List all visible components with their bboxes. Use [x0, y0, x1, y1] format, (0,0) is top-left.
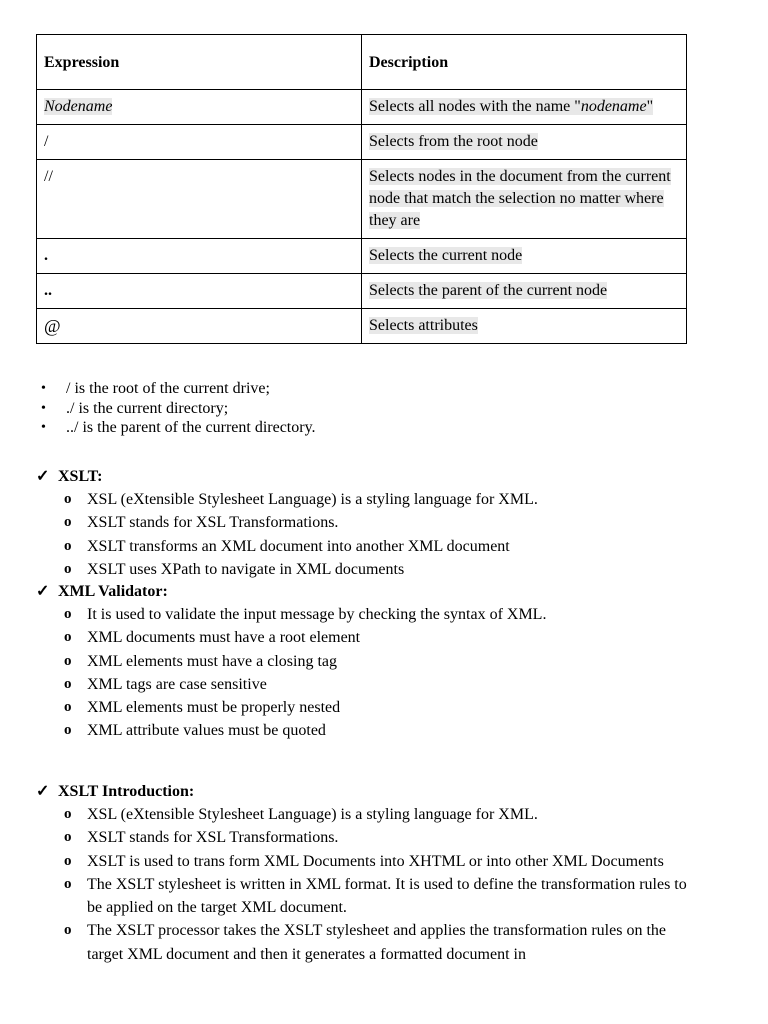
table-header-row [37, 35, 687, 90]
list-item [36, 673, 687, 696]
table-row [37, 274, 687, 309]
item-text: The XSLT stylesheet is written in XML format. It is used to define the transformation rules to be applied on the target XML document. [87, 875, 687, 917]
section-items [36, 488, 736, 581]
item-text: XSLT transforms an XML document into another XML document [87, 537, 510, 555]
section-heading [36, 465, 736, 488]
item-text: XSL (eXtensible Stylesheet Language) is a styling language for XML. [87, 806, 538, 823]
item-text: It is used to validate the input message by checking the syntax of XML. [87, 606, 547, 623]
circle-bullet-icon: o [64, 629, 72, 646]
circle-bullet-icon: o [64, 922, 72, 939]
circle-bullet-icon: o [64, 829, 72, 846]
circle-bullet-icon: o [64, 491, 72, 507]
circle-bullet-icon: o [64, 852, 72, 869]
circle-bullet-icon: o [64, 560, 72, 577]
table-cell-description [362, 90, 687, 125]
section-title: XSLT: [58, 468, 103, 485]
list-item [36, 626, 687, 649]
circle-bullet-icon: o [64, 675, 72, 692]
expression-nodename: Nodename [44, 98, 113, 115]
item-text: XSLT uses XPath to navigate in XML documents [87, 560, 405, 578]
item-text: XSLT is used to trans form XML Documents into XHTML or into other XML Documents [87, 852, 664, 870]
table-cell-description [362, 125, 687, 160]
item-text: XSLT stands for XSL Transformations. [87, 829, 339, 847]
circle-bullet-icon: o [64, 699, 72, 716]
circle-bullet-icon: o [64, 514, 72, 531]
list-item [36, 511, 687, 534]
table-row [37, 160, 687, 239]
section-title: XML Validator: [58, 583, 168, 600]
item-text: XSL (eXtensible Stylesheet Language) is a styling language for XML. [87, 491, 538, 508]
list-item [36, 488, 687, 511]
list-item [36, 603, 687, 626]
table-cell-description [362, 274, 687, 309]
section-xslt-introduction [36, 780, 736, 966]
list-item [36, 803, 687, 826]
item-text: XML elements must have a closing tag [87, 652, 338, 670]
item-text: XML attribute values must be quoted [87, 722, 326, 740]
circle-bullet-icon: o [64, 537, 72, 554]
description-text: Selects nodes in the document from the current node that match the selection no matter where they are [369, 168, 671, 229]
section-xml-validator [36, 580, 736, 743]
list-item: • ./ is the current directory; [36, 399, 316, 419]
checkmark-icon: ✓ [36, 468, 50, 485]
table-cell-expression: / [37, 125, 362, 160]
list-item [36, 719, 687, 742]
table-cell-description [362, 309, 687, 344]
list-item [36, 826, 687, 849]
list-item [36, 696, 687, 719]
desc-text: Selects all nodes with the name " [369, 98, 581, 115]
item-text: XSLT stands for XSL Transformations. [87, 514, 339, 532]
table-row [37, 90, 687, 125]
list-item [36, 850, 687, 873]
section-title: XSLT Introduction: [58, 783, 195, 800]
table-cell-expression: . [37, 239, 362, 274]
list-item [36, 558, 687, 581]
xpath-expression-table [36, 34, 687, 344]
desc-text: " [646, 98, 654, 115]
circle-bullet-icon: o [64, 806, 72, 822]
path-notes-list [36, 379, 316, 438]
description-text: Selects attributes [369, 317, 478, 334]
section-items [36, 603, 736, 743]
header-expression: Expression [37, 35, 362, 90]
checkmark-icon: ✓ [36, 783, 50, 800]
description-nodename [369, 98, 653, 115]
description-text: Selects from the root node [369, 133, 538, 150]
table-cell-expression: // [37, 160, 362, 239]
list-item: • / is the root of the current drive; [36, 379, 316, 399]
section-xslt [36, 465, 736, 581]
table-row [37, 125, 687, 160]
circle-bullet-icon: o [64, 606, 72, 622]
list-item [36, 873, 687, 920]
list-item [36, 535, 687, 558]
list-item [36, 650, 687, 673]
section-heading [36, 780, 736, 803]
table-cell-expression: .. [37, 274, 362, 309]
description-text: Selects the current node [369, 247, 523, 264]
item-text: XML documents must have a root element [87, 629, 361, 647]
header-description: Description [362, 35, 687, 90]
description-text: Selects the parent of the current node [369, 282, 608, 299]
item-text: XML elements must be properly nested [87, 699, 341, 717]
circle-bullet-icon: o [64, 875, 72, 892]
table-row [37, 309, 687, 344]
section-items [36, 803, 736, 966]
list-item: • ../ is the parent of the current directory. [36, 418, 316, 438]
item-text: XML tags are case sensitive [87, 675, 267, 693]
circle-bullet-icon: o [64, 652, 72, 669]
item-text: The XSLT processor takes the XSLT stylesheet and applies the transformation rules on the target XML document and then it generates a formatted document in [87, 922, 666, 963]
table-cell-expression [37, 90, 362, 125]
checkmark-icon: ✓ [36, 583, 50, 600]
table-row [37, 239, 687, 274]
desc-emphasis: nodename [580, 98, 647, 115]
table-cell-description [362, 160, 687, 239]
list-item [36, 919, 687, 966]
circle-bullet-icon: o [64, 722, 72, 739]
table-cell-expression: @ [37, 309, 362, 344]
section-heading [36, 580, 736, 603]
table-cell-description [362, 239, 687, 274]
